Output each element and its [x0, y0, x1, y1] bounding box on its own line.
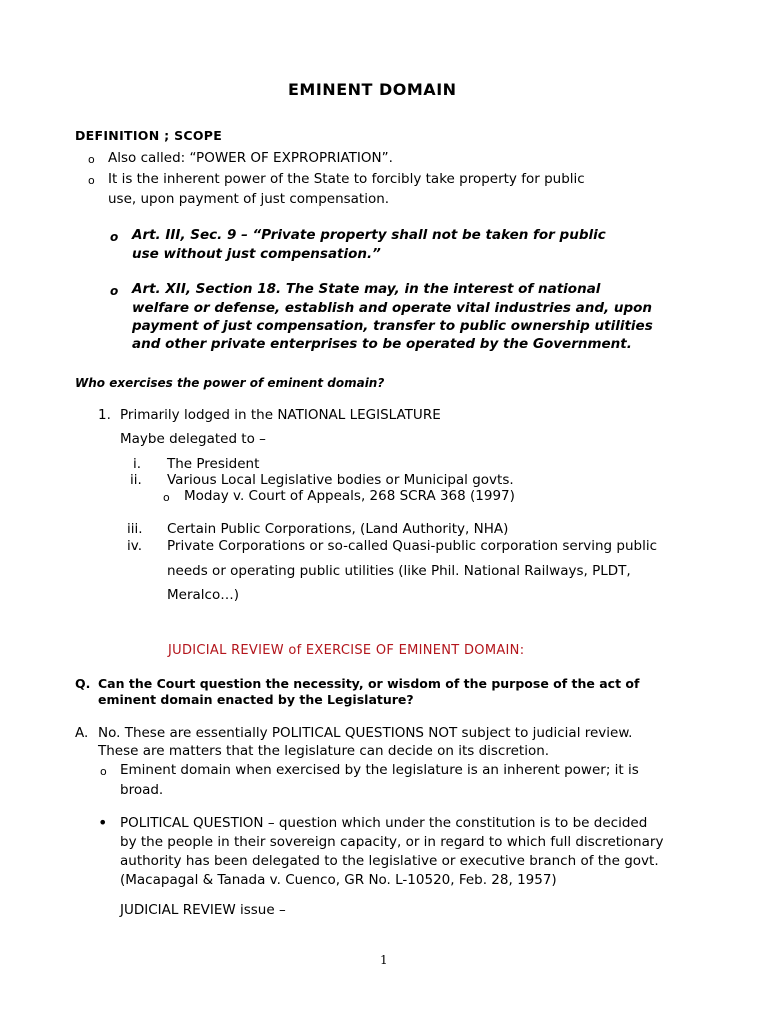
roman-item-cont: needs or operating public utilities (like Phil. National Railways, PLDT, — [167, 563, 631, 579]
answer-line: These are matters that the legislature can decide on its discretion. — [98, 743, 550, 759]
political-question-line: by the people in their sovereign capacity, or in regard to which full discretionary — [120, 834, 664, 850]
judicial-review-issue: JUDICIAL REVIEW issue – — [120, 902, 286, 918]
roman-item: Various Local Legislative bodies or Municipal govts. — [167, 472, 514, 488]
definition-item: Also called: “POWER OF EXPROPRIATION”. — [108, 150, 393, 166]
roman-item: The President — [167, 456, 260, 472]
question-marker: Q. — [75, 676, 91, 691]
bullet-marker: o — [110, 284, 119, 298]
political-question-line: (Macapagal & Tanada v. Cuenco, GR No. L-10520, Feb. 28, 1957) — [120, 872, 557, 888]
roman-numeral: iv. — [127, 538, 142, 554]
roman-item: Private Corporations or so-called Quasi-public corporation serving public — [167, 538, 658, 554]
roman-item-cont: Meralco…) — [167, 587, 239, 603]
article-iii-line: use without just compensation.” — [132, 246, 381, 262]
article-xii-line: and other private enterprises to be operated by the Government. — [132, 336, 632, 352]
bullet-marker: o — [163, 491, 170, 504]
roman-numeral: i. — [133, 456, 142, 472]
answer-subitem: Eminent domain when exercised by the legislature is an inherent power; it is — [120, 762, 639, 778]
list-number: 1. — [98, 407, 111, 423]
delegated-label: Maybe delegated to – — [120, 431, 266, 447]
roman-numeral: ii. — [130, 472, 142, 488]
who-question: Who exercises the power of eminent domain? — [75, 376, 385, 390]
answer-line: No. These are essentially POLITICAL QUESTIONS NOT subject to judicial review. — [98, 725, 633, 741]
judicial-review-heading: JUDICIAL REVIEW of EXERCISE OF EMINENT DOMAIN: — [168, 643, 525, 658]
definition-item: It is the inherent power of the State to forcibly take property for public — [108, 171, 585, 187]
definition-item-cont: use, upon payment of just compensation. — [108, 191, 390, 207]
page-number: 1 — [380, 953, 388, 967]
article-iii-line: Art. III, Sec. 9 – “Private property shall not be taken for public — [132, 227, 606, 243]
bullet-marker: o — [100, 765, 107, 778]
answer-marker: A. — [75, 725, 89, 741]
answer-subitem-cont: broad. — [120, 782, 164, 798]
roman-numeral: iii. — [127, 521, 143, 537]
bullet-marker: o — [88, 174, 95, 187]
question-line: eminent domain enacted by the Legislature? — [98, 692, 414, 707]
who-item: Primarily lodged in the NATIONAL LEGISLATURE — [120, 407, 441, 423]
political-question-line: authority has been delegated to the legislative or executive branch of the govt. — [120, 853, 659, 869]
roman-item: Certain Public Corporations, (Land Authority, NHA) — [167, 521, 509, 537]
case-citation: Moday v. Court of Appeals, 268 SCRA 368 (1997) — [184, 488, 515, 504]
bullet-dot: • — [98, 813, 108, 832]
bullet-marker: o — [88, 153, 95, 166]
political-question-line: POLITICAL QUESTION – question which under the constitution is to be decided — [120, 815, 648, 831]
article-xii-line: payment of just compensation, transfer to public ownership utilities — [132, 318, 653, 334]
definition-heading: DEFINITION ; SCOPE — [75, 128, 223, 143]
page-title: EMINENT DOMAIN — [288, 80, 457, 99]
article-xii-line: Art. XII, Section 18. The State may, in the interest of national — [132, 281, 601, 297]
bullet-marker: o — [110, 230, 119, 244]
article-xii-line: welfare or defense, establish and operate vital industries and, upon — [132, 300, 653, 316]
question-line: Can the Court question the necessity, or wisdom of the purpose of the act of — [98, 676, 640, 691]
